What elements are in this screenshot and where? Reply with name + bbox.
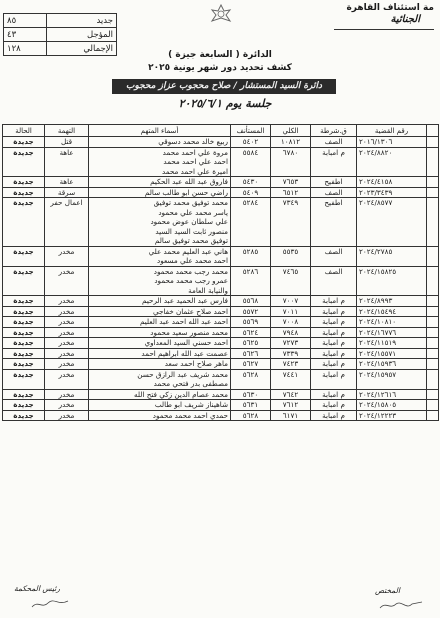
defendant-names: [89, 327, 231, 338]
appeal-number: ٥٦٢٥: [231, 338, 271, 349]
appeal-number: ٥٢٨٥: [231, 246, 271, 266]
charge: مخدر: [45, 327, 89, 338]
defendant-name: محمد توفيق محمد توفيق: [153, 198, 228, 207]
defendant-names: [89, 389, 231, 400]
defendant-names: [89, 296, 231, 307]
total-number: ٧٠٠٧: [271, 296, 311, 307]
defendant-names: [89, 187, 231, 198]
defendant-name: حمدي احمد محمد محمود: [152, 410, 228, 420]
total-number: ٧٤٦٥: [271, 266, 311, 296]
charge: مخدر: [45, 306, 89, 317]
defendant-names: [89, 266, 231, 296]
case-number: ٢٠٢٤/١٥٤٩٤: [357, 306, 427, 317]
appeal-number: ٥٥٨٤: [231, 147, 271, 177]
clerk-signature-mark: [376, 598, 426, 612]
case-number: ٢٠٢٤/١١٥١٩: [357, 338, 427, 349]
case-status: جديدة: [3, 147, 45, 177]
police-station: م امبابة: [311, 348, 357, 359]
case-status: جديدة: [3, 410, 45, 421]
case-status: جديدة: [3, 177, 45, 188]
president-banner: دائرة السيد المستشار / صلاح محجوب عزاز محجوب: [112, 79, 336, 94]
row-index: [427, 137, 439, 148]
case-number: ٢٠٢٤/١٥٥٧١: [357, 348, 427, 359]
police-station: اطفيح: [311, 177, 357, 188]
total-number: ٧٣٣٩: [271, 348, 311, 359]
defendant-name: احمد حسني السيد المعداوي: [144, 338, 228, 347]
defendant-names: [89, 348, 231, 359]
court-president-signature-label: رئيس المحكمة: [14, 584, 60, 593]
row-index: [427, 348, 439, 359]
stat-row: [4, 14, 117, 28]
cases-table: [2, 124, 439, 421]
case-status: جديدة: [3, 296, 45, 307]
defendant-name: مصطفى بدر فتحي محمد: [153, 379, 228, 388]
table-row: [3, 296, 439, 307]
charge: عاهة: [45, 147, 89, 177]
column-header: [427, 125, 439, 137]
row-index: [427, 410, 439, 421]
row-index: [427, 400, 439, 411]
defendant-names: [89, 177, 231, 188]
case-number: ٢٠٢٤/١٢٢٢٣: [357, 410, 427, 421]
police-station: م امبابة: [311, 338, 357, 349]
case-status: جديدة: [3, 306, 45, 317]
case-number: ٢٠٢٤/١٥٨٢٥: [357, 266, 427, 296]
defendant-name: فاروق عبد الله عبد الحكيم: [150, 177, 228, 186]
charge: مخدر: [45, 338, 89, 349]
appeal-number: ٥٦٢٨: [231, 369, 271, 389]
defendant-names: [89, 306, 231, 317]
appeal-number: ٥٦٢٦: [231, 348, 271, 359]
charge: اعمال حفر: [45, 198, 89, 247]
clerk-label: المختص: [375, 586, 400, 595]
appeal-number: ٥٦٣١: [231, 400, 271, 411]
defendant-name: محمد عصام الدين زكي فتح الله: [134, 389, 228, 399]
appeal-number: ٥٤٠٩: [231, 187, 271, 198]
appeal-number: ٥٥٦٩: [231, 317, 271, 328]
police-station: م امبابة: [311, 306, 357, 317]
row-index: [427, 266, 439, 296]
stat-value: ١٢٨: [4, 42, 47, 56]
case-number: ٢٠٢٤/٢٧٨٥: [357, 246, 427, 266]
charge: مخدر: [45, 296, 89, 307]
police-station: الصف: [311, 266, 357, 296]
defendant-name: اميرة علي احمد محمد: [161, 166, 228, 176]
case-number: ٢٠٢٤/١٠٨١٠: [357, 317, 427, 328]
row-index: [427, 359, 439, 370]
row-index: [427, 187, 439, 198]
row-index: [427, 306, 439, 317]
total-number: ٥٥٣٥: [271, 246, 311, 266]
row-index: [427, 198, 439, 247]
appeal-number: ٥٦٢٤: [231, 327, 271, 338]
table-row: [3, 147, 439, 177]
case-number: ٢٠٢٤/١٦٧٧٦: [357, 327, 427, 338]
summary-stats: [3, 13, 117, 56]
column-header: التهمة: [45, 125, 89, 137]
police-station: اطفيح: [311, 198, 357, 247]
table-row: [3, 177, 439, 188]
table-row: [3, 317, 439, 328]
table-row: [3, 137, 439, 148]
case-number: ٢٠٢٤/٤١٥٨: [357, 177, 427, 188]
total-number: ٦٥١٢: [271, 187, 311, 198]
table-row: [3, 348, 439, 359]
defendant-name: علي سلطان عوض محمود: [150, 217, 228, 226]
column-header: المستأنف: [231, 125, 271, 137]
defendant-names: [89, 410, 231, 421]
defendant-name: احمد محمد علي مسعود: [157, 256, 228, 265]
defendant-names: [89, 198, 231, 247]
row-index: [427, 147, 439, 177]
defendant-name: هاني عبد العليم محمد علي: [148, 246, 228, 256]
defendant-name: محمد رجب محمد محمود: [153, 266, 228, 276]
table-body: [3, 137, 439, 421]
defendant-name: توفيق محمد توفيق سالم: [154, 236, 228, 245]
defendant-name: مروة علي احمد محمد: [162, 147, 228, 157]
total-number: ٧٦٤٢: [271, 389, 311, 400]
case-status: جديدة: [3, 137, 45, 148]
stat-label: جديد: [47, 14, 117, 28]
court-division: الجنائية: [390, 14, 420, 25]
case-status: جديدة: [3, 369, 45, 389]
case-number: ٢٠٢٤/١٢٦١٦: [357, 389, 427, 400]
row-index: [427, 327, 439, 338]
table-row: [3, 327, 439, 338]
defendant-names: [89, 338, 231, 349]
session-date: جلسة يوم ٢٠٢٥/٦/١: [178, 97, 272, 110]
emblem-icon: [204, 2, 238, 28]
court-header: [334, 2, 434, 26]
police-station: م امبابة: [311, 327, 357, 338]
defendant-names: [89, 147, 231, 177]
charge: مخدر: [45, 369, 89, 389]
defendant-name: راضي حسن ابو طالب سالم: [144, 187, 228, 197]
charge: مخدر: [45, 246, 89, 266]
case-number: ٢٠١٦/١٣٠٦: [357, 137, 427, 148]
table-row: [3, 369, 439, 389]
total-number: ٧٠٠٨: [271, 317, 311, 328]
police-station: الصف: [311, 187, 357, 198]
police-station: م امبابة: [311, 147, 357, 177]
case-number: ٢٠٢٤/١٥٩٣٦: [357, 359, 427, 370]
table-row: [3, 306, 439, 317]
appeal-number: ٥٤٣٠: [231, 177, 271, 188]
police-station: م امبابة: [311, 317, 357, 328]
appeal-number: ٥٥٧٢: [231, 306, 271, 317]
charge: مخدر: [45, 266, 89, 296]
defendant-name: عمرو رجب محمد محمود: [154, 276, 228, 285]
defendant-name: ياسر محمد علي محمود: [158, 207, 228, 217]
appeal-number: ٥٤٠٢: [231, 137, 271, 148]
column-header: أسماء المتهم: [89, 125, 231, 137]
case-status: جديدة: [3, 327, 45, 338]
defendant-names: [89, 369, 231, 389]
case-status: جديدة: [3, 187, 45, 198]
charge: مخدر: [45, 389, 89, 400]
police-station: م امبابة: [311, 410, 357, 421]
defendant-name: احمد عبد الله احمد عبد العليم: [139, 317, 228, 326]
case-number: ٢٠٢٤/١٥٩٥٧: [357, 369, 427, 389]
case-status: جديدة: [3, 338, 45, 349]
case-number: ٢٠٢٤/٨٨٢٠: [357, 147, 427, 177]
police-station: م امبابة: [311, 296, 357, 307]
case-status: جديدة: [3, 389, 45, 400]
charge: سرقة: [45, 187, 89, 198]
column-header: الكلي: [271, 125, 311, 137]
table-row: [3, 359, 439, 370]
defendant-names: [89, 137, 231, 148]
charge: مخدر: [45, 400, 89, 411]
defendant-name: احمد علي احمد محمد: [163, 157, 228, 166]
table-row: [3, 400, 439, 411]
column-header: رقم القضية: [357, 125, 427, 137]
appeal-number: ٥٢٨٦: [231, 266, 271, 296]
total-number: ٧٤٤١: [271, 369, 311, 389]
defendant-name: شاهيناز شريف ابو طالب: [154, 400, 228, 409]
defendant-name: منصور ثابت السيد السيد: [155, 226, 228, 236]
case-number: ٢٠٢٣/٣٤٣٩: [357, 187, 427, 198]
case-number: ٢٠٢٤/١٥٨٠٥: [357, 400, 427, 411]
total-number: ٧٩٤٨: [271, 327, 311, 338]
defendant-name: عصمت عبد الله ابراهيم احمد: [141, 348, 228, 358]
total-number: ٦٧٨٠: [271, 147, 311, 177]
document-subtitle: كشف تحديد دور شهر يونية ٢٠٢٥: [148, 63, 292, 73]
defendant-name: ربيع خالد محمد دسوقي: [158, 137, 228, 146]
table-row: [3, 338, 439, 349]
row-index: [427, 369, 439, 389]
case-status: جديدة: [3, 348, 45, 359]
appeal-number: ٥٦٢٧: [231, 359, 271, 370]
row-index: [427, 317, 439, 328]
charge: مخدر: [45, 317, 89, 328]
appeal-number: ٥٥٦٨: [231, 296, 271, 307]
table-header-row: [3, 125, 439, 137]
defendant-names: [89, 400, 231, 411]
row-index: [427, 296, 439, 307]
case-number: ٢٠٢٤/٨٩٩٣: [357, 296, 427, 307]
defendant-name: فارس عبد الحميد عبد الرحيم: [142, 296, 228, 305]
defendant-names: [89, 246, 231, 266]
stat-label: المؤجل: [47, 28, 117, 42]
appeal-number: ٥٦٢٨: [231, 410, 271, 421]
case-number: ٢٠٢٤/٨٥٧٧: [357, 198, 427, 247]
charge: مخدر: [45, 410, 89, 421]
defendant-name: ماهر صلاح احمد سعد: [164, 359, 228, 368]
appeal-number: ٥٢٨٤: [231, 198, 271, 247]
defendant-names: [89, 317, 231, 328]
row-index: [427, 246, 439, 266]
table-row: [3, 187, 439, 198]
stat-label: الإجمالي: [47, 42, 117, 56]
defendant-name: احمد صلاح عثمان خفاجي: [152, 306, 228, 316]
defendant-names: [89, 359, 231, 370]
table-row: [3, 246, 439, 266]
stat-row: [4, 42, 117, 56]
stat-row: [4, 28, 117, 42]
row-index: [427, 389, 439, 400]
table-row: [3, 266, 439, 296]
total-number: ٧٦١٢: [271, 400, 311, 411]
circuit-title: الدائرة ( السابعة جيزة ): [168, 50, 272, 60]
header-underline: [334, 29, 434, 30]
total-number: ٧٣٤٩: [271, 198, 311, 247]
case-status: جديدة: [3, 400, 45, 411]
column-header: ق.شرطة: [311, 125, 357, 137]
signature-mark: [30, 598, 70, 610]
table-row: [3, 198, 439, 247]
row-index: [427, 177, 439, 188]
court-name: مة استئناف القاهرة: [346, 3, 434, 13]
total-number: ٧٢٧٣: [271, 338, 311, 349]
police-station: الصف: [311, 246, 357, 266]
defendant-name: والنيابة العامة: [188, 285, 228, 295]
defendant-name: محمد شريف عبد الرازق حسن: [137, 369, 228, 379]
total-number: ٧٠١١: [271, 306, 311, 317]
case-status: جديدة: [3, 359, 45, 370]
police-station: م امبابة: [311, 389, 357, 400]
total-number: ٧٤٢٣: [271, 359, 311, 370]
stat-value: ٤٣: [4, 28, 47, 42]
charge: قتل: [45, 137, 89, 148]
table-row: [3, 410, 439, 421]
appeal-number: ٥٦٣٠: [231, 389, 271, 400]
table-row: [3, 389, 439, 400]
police-station: م امبابة: [311, 369, 357, 389]
case-status: جديدة: [3, 317, 45, 328]
stat-value: ٨٥: [4, 14, 47, 28]
total-number: ١٠٨١٢: [271, 137, 311, 148]
column-header: الحالة: [3, 125, 45, 137]
charge: عاهة: [45, 177, 89, 188]
total-number: ٦١٧١: [271, 410, 311, 421]
row-index: [427, 338, 439, 349]
police-station: م امبابة: [311, 400, 357, 411]
charge: مخدر: [45, 348, 89, 359]
charge: مخدر: [45, 359, 89, 370]
police-station: الصف: [311, 137, 357, 148]
total-number: ٧٦٥٣: [271, 177, 311, 188]
case-status: جديدة: [3, 266, 45, 296]
case-status: جديدة: [3, 198, 45, 247]
defendant-name: محمد منصور سعيد محمود: [150, 327, 228, 337]
police-station: م امبابة: [311, 359, 357, 370]
case-status: جديدة: [3, 246, 45, 266]
